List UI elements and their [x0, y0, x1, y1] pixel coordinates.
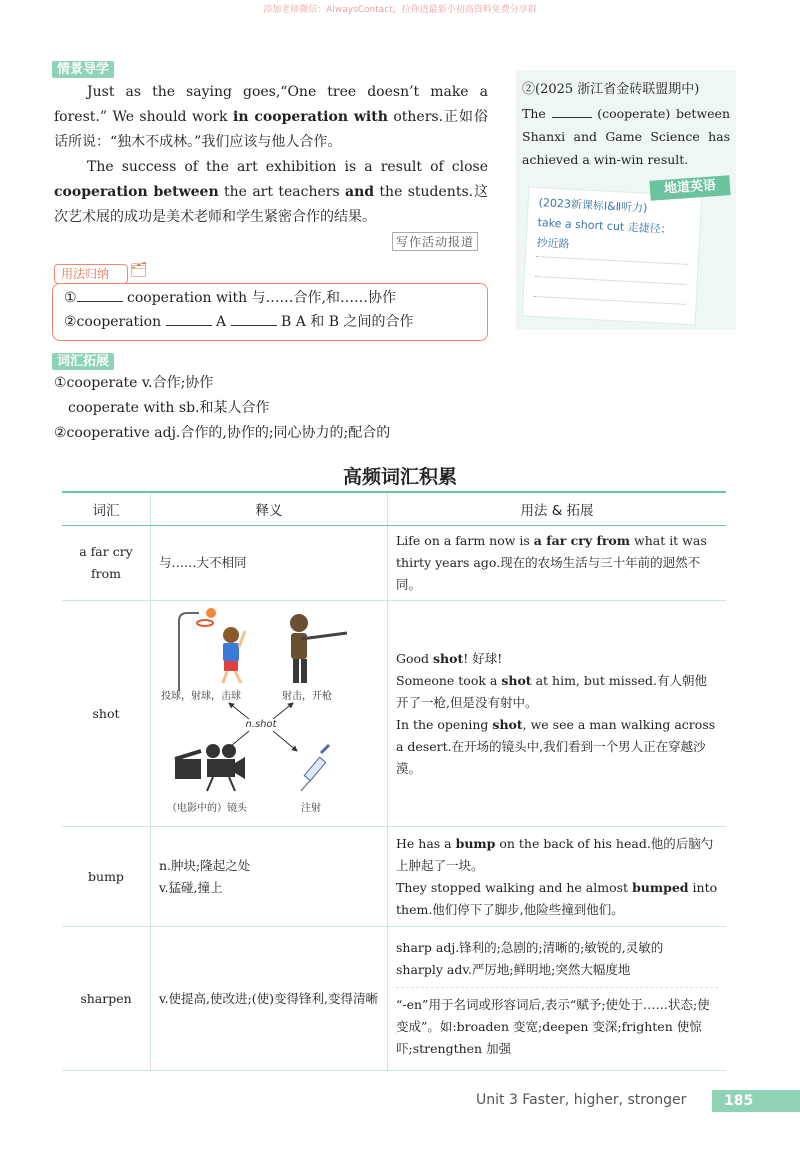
usage-cell	[388, 601, 727, 827]
shot-label-c: （电影中的）镜头	[167, 803, 247, 814]
shot-example-2	[396, 670, 718, 714]
table-row	[62, 827, 726, 927]
word-cell: bump	[62, 827, 151, 927]
shot-example-1	[396, 648, 718, 670]
bump-def-1: n.肿块;隆起之处	[159, 857, 251, 873]
shot-label-a: 投球，射球，击球	[161, 691, 241, 702]
bold-phrase: cooperation between	[54, 184, 219, 200]
bump-example-2	[396, 877, 718, 921]
text-run: Life on a farm now is	[396, 533, 534, 548]
usage-cell	[388, 927, 727, 1071]
note-card	[523, 188, 701, 325]
text-run: the art teachers	[218, 184, 346, 200]
text-run: what it was thirty years ago.现在的农场生活与三十年前的迥然不同。	[396, 533, 707, 592]
table-row	[62, 927, 726, 1071]
bold-phrase: bumped	[632, 879, 689, 895]
note-line-1: (2023新课标Ⅰ&Ⅱ听力)	[538, 196, 648, 215]
text-run: Someone took a	[396, 672, 502, 688]
usage-line-2-text: ②cooperation	[64, 314, 166, 330]
table-row	[62, 526, 726, 601]
shot-illustration	[151, 601, 371, 819]
scene-para-2	[54, 155, 488, 230]
vocab-line-3: ②cooperative adj.合作的,协作的;同心协力的;配合的	[54, 425, 391, 441]
text-run: He has a	[396, 835, 456, 851]
sharpen-form-1: sharp adj.锋利的;急剧的;清晰的;敏锐的,灵敏的	[396, 940, 664, 955]
section-title: 高频词汇积累	[342, 466, 457, 488]
usage-blank-2[interactable]	[166, 313, 212, 326]
word-cell: a far cry from	[62, 526, 151, 601]
rifle-icon	[290, 614, 347, 683]
text-run: Good	[396, 650, 434, 666]
movie-camera-icon	[175, 744, 245, 791]
vocab-line-2: cooperate with sb.和某人合作	[68, 400, 270, 416]
word-cell: shot	[62, 601, 151, 827]
bold-phrase: shot	[492, 716, 523, 732]
bold-phrase: bump	[455, 835, 496, 851]
side-question-head: ②(2025 浙江省金砖联盟期中)	[522, 82, 700, 97]
bold-phrase: a far cry from	[533, 533, 631, 548]
text-run: others.正如俗话所说：“独木不成林。”我们应该与他人合作。	[54, 109, 489, 150]
note-tag: 地道英语	[649, 175, 730, 201]
def-cell	[151, 827, 388, 927]
side-blank[interactable]	[552, 105, 592, 118]
note-rule-1	[536, 256, 688, 265]
footer-unit: Unit 3 Faster, higher, stronger	[476, 1092, 687, 1108]
header-usage: 用法 & 拓展	[388, 492, 727, 526]
bump-example-1	[396, 833, 718, 877]
text-run: In the opening	[396, 716, 493, 732]
bold-phrase: shot	[501, 672, 532, 688]
basketball-icon	[179, 608, 245, 691]
bold-phrase: shot	[433, 650, 464, 666]
text-run: ! 好球!	[463, 650, 503, 666]
shot-example-3	[396, 714, 718, 780]
scene-tag-label: 情景导学	[52, 61, 114, 78]
usage-line-1-num: ①	[64, 290, 77, 306]
watermark: 添加老师微信：AlwaysContact，拉你进最新小初高资料免费分享群	[263, 5, 537, 15]
folder-icon: 🗂	[130, 262, 148, 278]
usage-blank-3[interactable]	[231, 313, 277, 326]
note-rule-3	[534, 296, 686, 305]
text-run: into them.他们停下了脚步,他险些撞到他们。	[396, 879, 718, 917]
scene-tag	[52, 58, 114, 77]
shot-label-b: 射击，开枪	[282, 691, 332, 702]
side-question	[522, 102, 730, 171]
usage-tag: 用法归纳	[54, 264, 128, 284]
usage-line-2	[64, 310, 414, 335]
usage-line-2-b: B A 和 B 之间的合作	[276, 314, 414, 330]
usage-cell	[388, 526, 727, 601]
side-question-pre: The	[522, 106, 552, 121]
sharpen-forms	[396, 937, 718, 988]
bold-phrase: and	[345, 184, 375, 200]
side-question-post: (cooperate) between Shanxi and Game Science has achieved a win-win result.	[522, 106, 730, 167]
text-run: at him, but missed.有人朝他开了一枪,但是没有射中。	[396, 672, 707, 710]
syringe-icon	[301, 745, 329, 791]
page-number: 185	[712, 1090, 800, 1112]
scene-para-1	[54, 80, 488, 155]
note-line-3: 抄近路	[536, 236, 570, 251]
usage-line-2-a: A	[211, 314, 231, 330]
note-rule-2	[535, 276, 687, 285]
word-cell: sharpen	[62, 927, 151, 1071]
usage-line-1	[64, 286, 396, 311]
shot-label-d: 注射	[301, 803, 321, 814]
bump-def-2: v.猛碰,撞上	[159, 879, 223, 895]
header-meaning: 释义	[151, 492, 388, 526]
source-label: 写作活动报道	[392, 232, 478, 251]
text-run: the students.这次艺术展的成功是美术老师和学生紧密合作的结果。	[54, 184, 489, 225]
bold-phrase: in cooperation with	[233, 109, 388, 125]
text-run: The success of the art exhibition is a result of close	[87, 159, 488, 175]
vocab-tag	[52, 350, 114, 369]
note-line-2: take a short cut 走捷径；	[537, 216, 672, 237]
sharpen-form-2: sharply adv.严厉地;鲜明地;突然大幅度地	[396, 962, 631, 977]
text-run: on the back of his head.他的后脑勺上肿起了一块。	[396, 835, 714, 873]
text-run: Just as the saying goes,“One tree doesn’t make a forest.” We should work	[54, 84, 488, 125]
usage-cell	[388, 827, 727, 927]
table-header-row	[62, 492, 726, 526]
def-cell: v.使提高,使改进;(使)变得锋利,变得清晰	[151, 927, 388, 1071]
text-run: , we see a man walking across a desert.在开场的镜头中,我们看到一个男人正在穿越沙漠。	[396, 716, 716, 776]
def-cell: 与……大不相同	[151, 526, 388, 601]
sharpen-suffix-note: “-en”用于名词或形容词后,表示“赋予;使处于……状态;使变成”。如:broaden 变宽;deepen 变深;frighten 使惊吓;strengthen 加强	[396, 997, 710, 1056]
usage-blank-1[interactable]	[77, 289, 123, 302]
header-word: 词汇	[62, 492, 151, 526]
usage-line-1-text: cooperation with 与……合作,和……协作	[122, 290, 396, 306]
vocab-line-1: ①cooperate v.合作;协作	[54, 375, 214, 391]
shot-label-center: n.shot	[245, 719, 277, 730]
vocab-tag-label: 词汇拓展	[52, 353, 114, 370]
vocab-table	[62, 491, 726, 1071]
def-image-cell	[151, 601, 388, 827]
text-run: They stopped walking and he almost	[396, 879, 633, 895]
table-row	[62, 601, 726, 827]
